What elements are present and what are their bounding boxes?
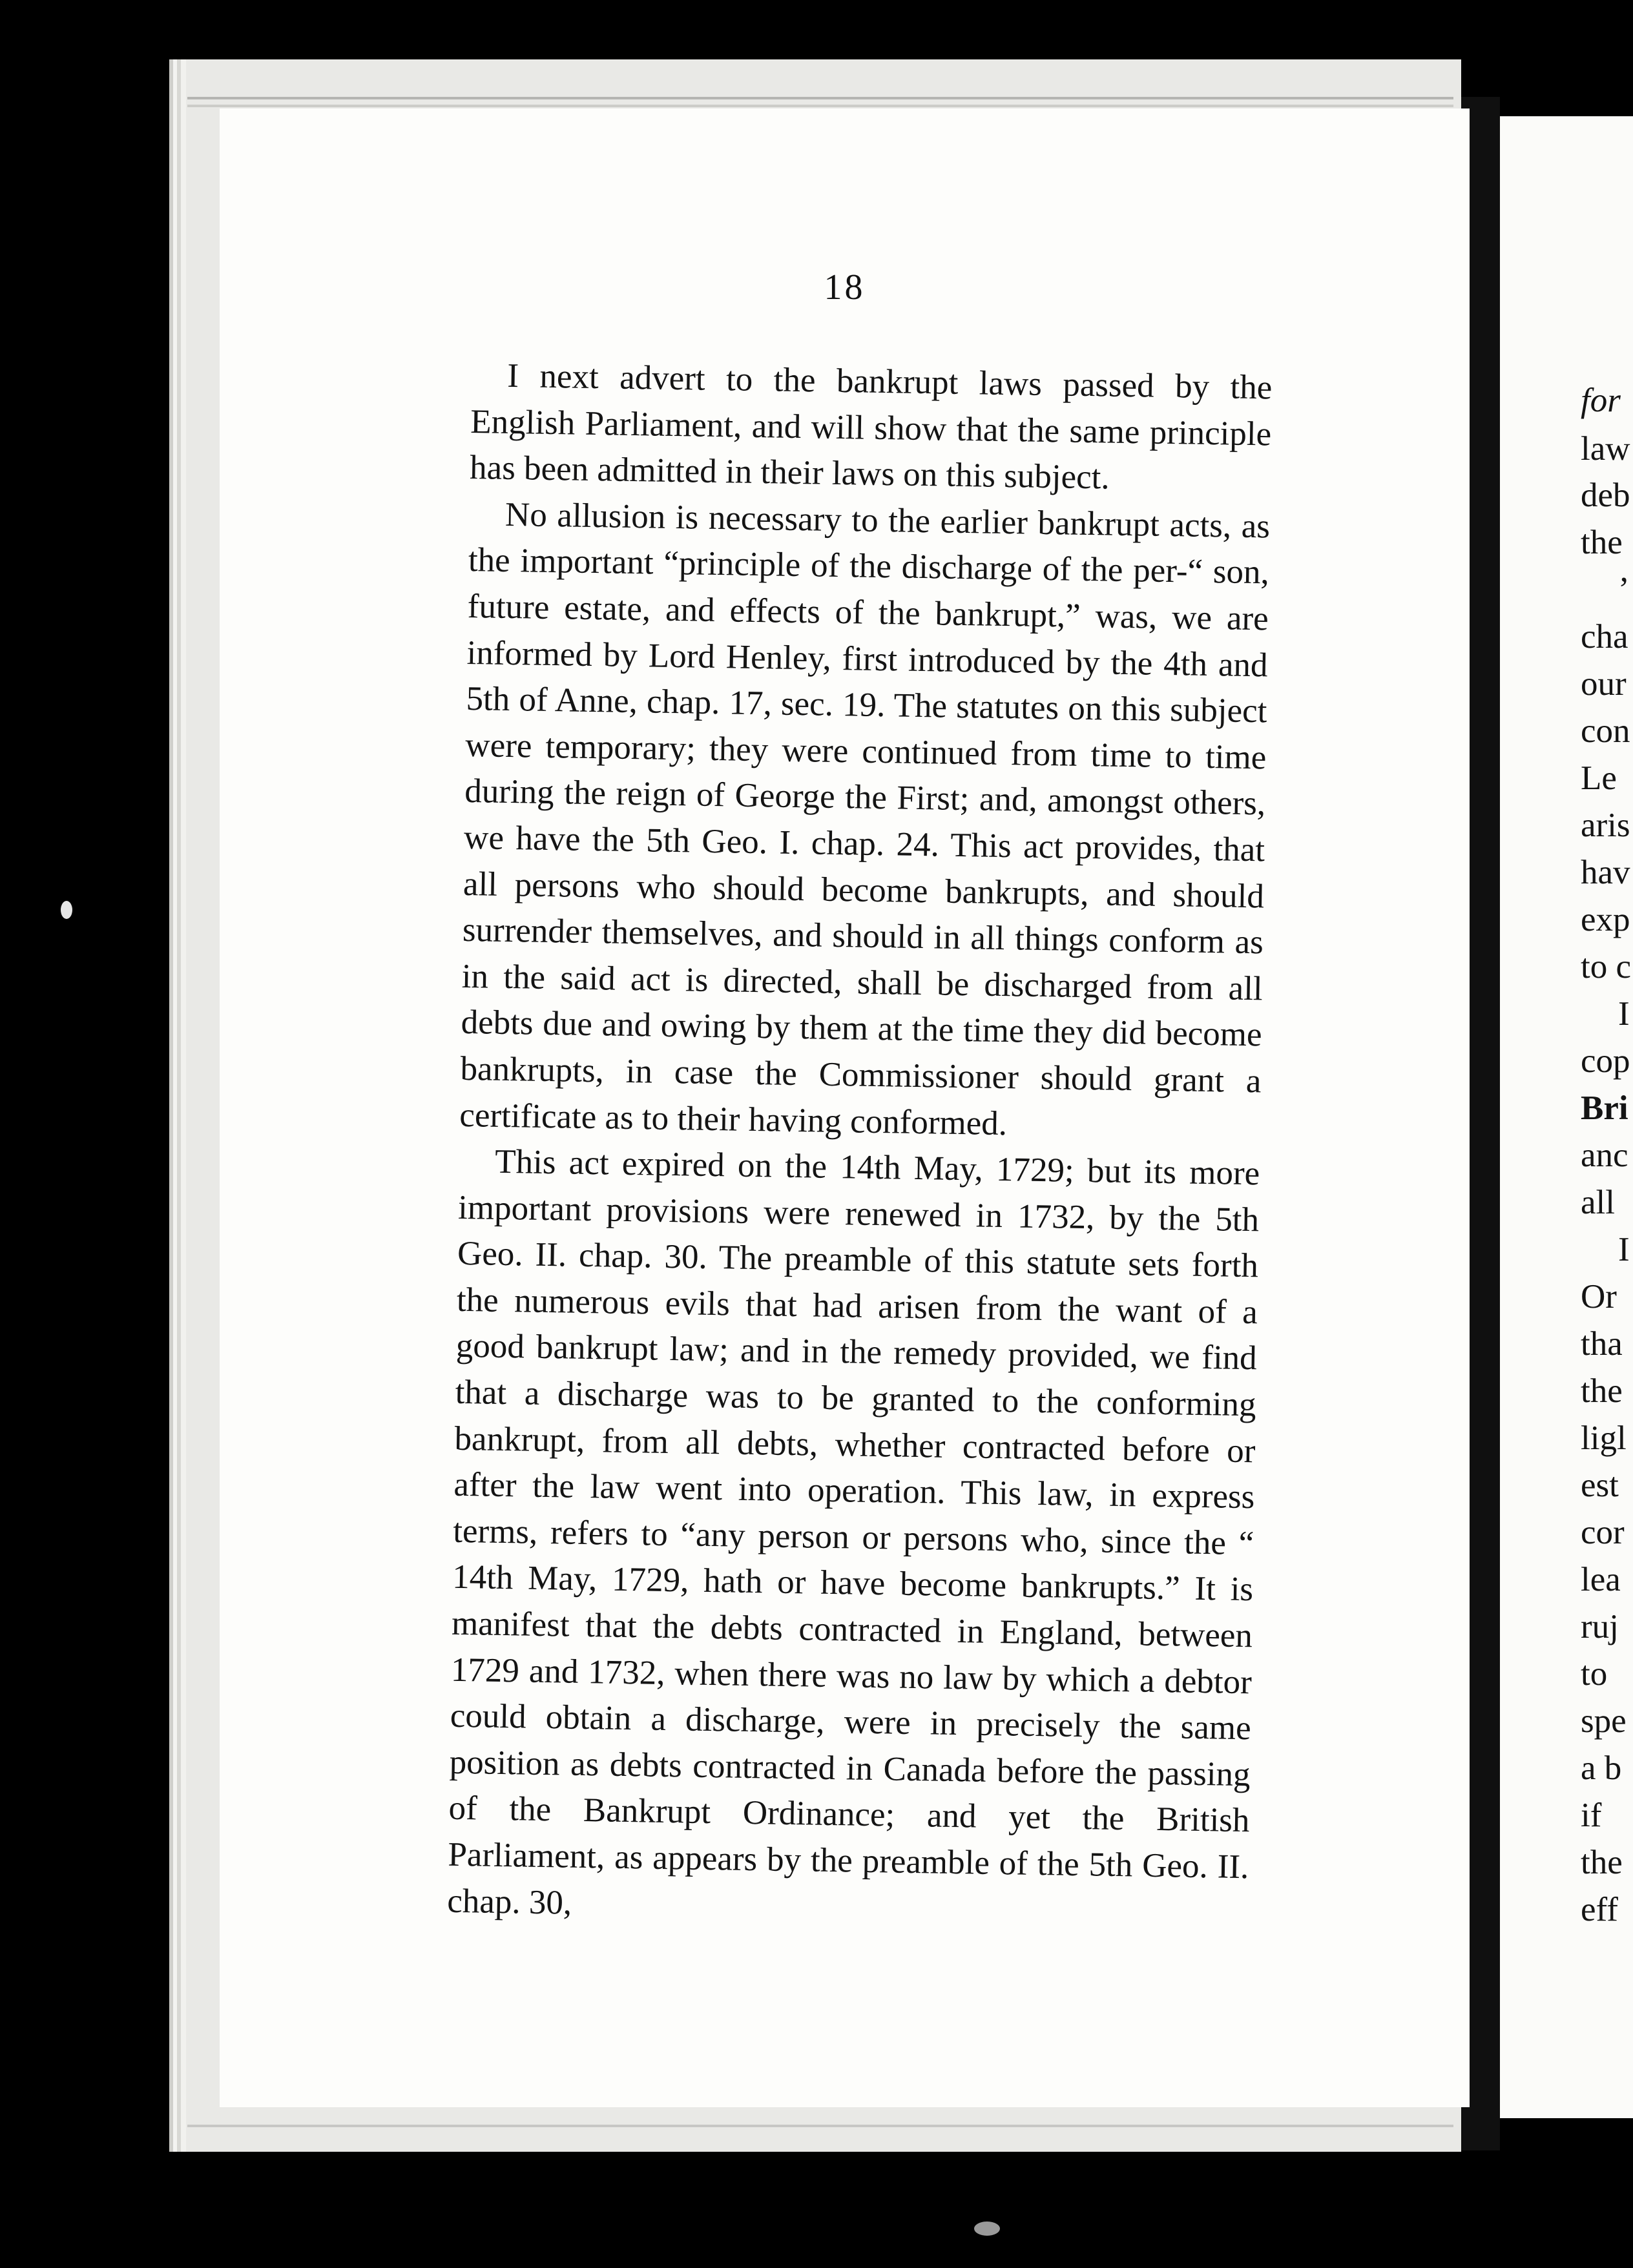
page-text [447,353,1273,1937]
paragraph-2: No allusion is necessary to the earlier bankrupt acts, as the important “principle of the discharge of the per-“ son, future estate, and effects of the bankrupt,” was, we are informed by Lord Henley, first introduced by the 4th and 5th of Anne, chap. 17, sec. 19. The statutes on this subject were temporary; they were continued from time to time during the reign of George the First; and, amongst others, we have the 5th Geo. I. chap. 24. This act provides, that all persons who should become bankrupts, and should surrender themselves, and should in all things conform as in the said act is directed, shall be discharged from all debts due and owing by them at the time they did become bankrupts, in case the Commissioner should grant a certificate as to their having conformed. [459,495,1271,1142]
facing-line: to c [1581,948,1631,985]
facing-line: spe [1581,1702,1627,1740]
facing-line: ruj [1581,1608,1619,1645]
facing-line: eff [1581,1891,1618,1928]
facing-line: Bri [1581,1089,1628,1127]
facing-line: exp [1581,901,1630,938]
page-number: 18 [824,267,866,307]
facing-line: to [1581,1655,1608,1693]
page-edge-line [187,105,1453,107]
facing-line: tha [1581,1325,1623,1363]
facing-line: a b [1581,1749,1622,1787]
scan-speck [974,2222,1000,2236]
facing-line: ’ [1618,571,1630,608]
book-page [220,108,1470,2107]
facing-line: Or [1581,1278,1617,1315]
facing-line: est [1581,1467,1619,1504]
facing-line: if [1581,1797,1602,1834]
facing-line: cor [1581,1514,1625,1551]
facing-line: con [1581,712,1630,750]
facing-line: law [1581,430,1630,468]
facing-line: ligl [1581,1419,1627,1457]
facing-line: I [1618,1231,1630,1268]
facing-line: I [1618,995,1630,1033]
facing-line: all [1581,1184,1615,1221]
facing-line: cop [1581,1042,1630,1080]
page-edge-line [187,2125,1453,2127]
facing-line: Le [1581,759,1617,797]
scan-speck [61,901,72,919]
paragraph-3: This act expired on the 14th May, 1729; but its more important provisions were renewed in 1732, by the 5th Geo. II. chap. 30. The preamble of this statute sets forth the numerous evils that had arisen from the want of a good bankrupt law; and in the remedy provided, we find that a discharge was to be granted to the conforming bankrupt, from all debts, whether contracted before or after the law went into operation. This law, in express terms, refers to “any person or persons who, since the “ 14th May, 1729, hath or have become bankrupts.” It is manifest that the debts contracted in England, between 1729 and 1732, when there was no law by which a debtor could obtain a discharge, were in precisely the same position as debts contracted in Canada before the passing of the Bankrupt Ordinance; and yet the British Parliament, as appears by the preamble of the 5th Geo. II. chap. 30, [446,1142,1260,1922]
facing-line: the [1581,524,1623,561]
facing-line: the [1581,1372,1623,1410]
facing-line: deb [1581,477,1630,514]
facing-line: the [1581,1844,1623,1881]
facing-line: hav [1581,854,1630,891]
facing-line: cha [1581,618,1628,655]
facing-line: aris [1581,807,1630,844]
facing-line: anc [1581,1137,1628,1174]
facing-line: for [1581,382,1621,419]
page-edge-line [187,97,1453,99]
facing-line: lea [1581,1561,1621,1598]
facing-line: our [1581,665,1627,703]
paragraph-1: I next advert to the bankrupt laws passed by the English Parliament, and will show that the same principle has been admitted in their laws on this subject. [469,356,1273,497]
